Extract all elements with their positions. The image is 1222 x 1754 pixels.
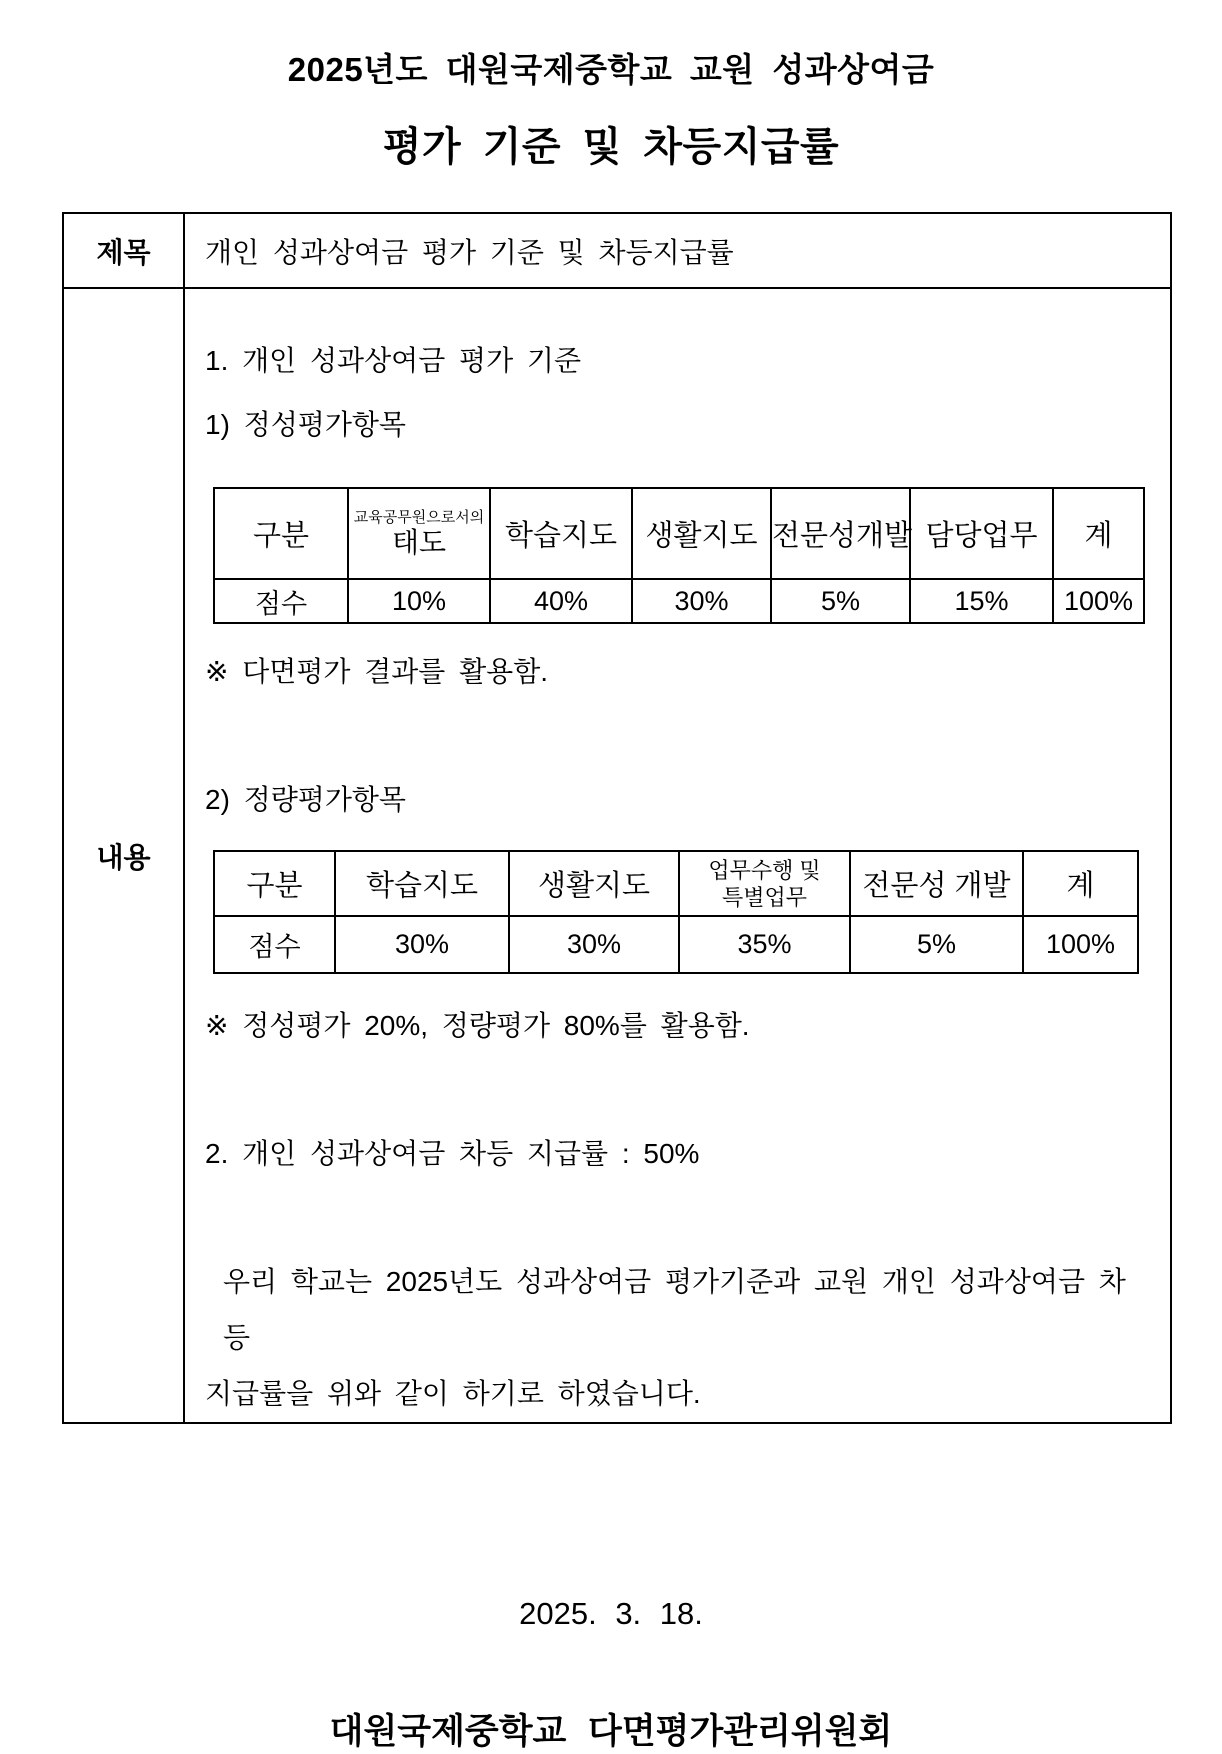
table-data-row: [214, 916, 1138, 973]
t1-value-attitude: 10%: [348, 579, 490, 623]
t1-header-attitude: [348, 488, 490, 579]
table-header-row: [214, 851, 1138, 916]
doc-title-line2: 평가 기준 및 차등지급률: [382, 125, 840, 169]
committee-signature: 대원국제중학교 다면평가관리위원회: [329, 1712, 893, 1751]
qualitative-evaluation-table: [213, 487, 1145, 624]
t1-header-professional: 전문성개발: [771, 488, 910, 579]
t1-header-attitude-small: 교육공무원으로서의: [353, 508, 485, 526]
t2-header-work-performance-line1: 업무수행 및: [708, 857, 821, 883]
t1-header-learning: 학습지도: [490, 488, 632, 579]
t1-value-assigned-duty: 15%: [910, 579, 1053, 623]
quantitative-evaluation-table: [213, 850, 1139, 974]
t2-row-label: 점수: [214, 916, 335, 973]
content-row-body: [184, 288, 1171, 1423]
t2-value-total: 100%: [1023, 916, 1138, 973]
t1-header-assigned-duty: 담당업무: [910, 488, 1053, 579]
t2-header-work-performance: [679, 851, 850, 916]
t2-value-work-performance: 35%: [679, 916, 850, 973]
table-data-row: [214, 579, 1144, 623]
table-header-row: [214, 488, 1144, 579]
note-weighting: ※ 정성평가 20%, 정량평가 80%를 활용함.: [205, 1010, 750, 1041]
t2-value-professional: 5%: [850, 916, 1023, 973]
closing-paragraph: [205, 1254, 1152, 1422]
t2-header-total: 계: [1023, 851, 1138, 916]
content-row-label: 내용: [63, 288, 184, 1423]
t2-value-learning: 30%: [335, 916, 509, 973]
t1-row-label: 점수: [214, 579, 348, 623]
document-outline-table: [62, 212, 1172, 1424]
t1-header-attitude-main: 태도: [391, 526, 447, 558]
section1-heading: 1. 개인 성과상여금 평가 기준: [205, 345, 581, 376]
t1-header-total: 계: [1053, 488, 1144, 579]
closing-line2: 지급률을 위와 같이 하기로 하였습니다.: [205, 1378, 701, 1409]
t2-header-life-guidance: 생활지도: [509, 851, 679, 916]
t1-value-professional: 5%: [771, 579, 910, 623]
t1-header-life-guidance: 생활지도: [632, 488, 771, 579]
t2-header-professional: 전문성 개발: [850, 851, 1023, 916]
subsection2-heading: 2) 정량평가항목: [205, 784, 406, 815]
subsection1-heading: 1) 정성평가항목: [205, 409, 406, 440]
t1-value-life-guidance: 30%: [632, 579, 771, 623]
subject-row-value: 개인 성과상여금 평가 기준 및 차등지급률: [184, 213, 1171, 288]
doc-title-line1: 2025년도 대원국제중학교 교원 성과상여금: [287, 51, 935, 88]
section2-heading: 2. 개인 성과상여금 차등 지급률 : 50%: [205, 1138, 700, 1169]
t2-header-work-performance-line2: 특별업무: [721, 884, 807, 910]
t2-header-gubun: 구분: [214, 851, 335, 916]
t2-header-learning: 학습지도: [335, 851, 509, 916]
closing-line1: 우리 학교는 2025년도 성과상여금 평가기준과 교원 개인 성과상여금 차등: [223, 1266, 1126, 1353]
t1-header-gubun: 구분: [214, 488, 348, 579]
table-row: [63, 288, 1171, 1423]
t2-value-life-guidance: 30%: [509, 916, 679, 973]
t1-value-total: 100%: [1053, 579, 1144, 623]
t1-value-learning: 40%: [490, 579, 632, 623]
document-date: 2025. 3. 18.: [519, 1596, 703, 1631]
note-multifaceted-evaluation: ※ 다면평가 결과를 활용함.: [205, 656, 549, 687]
subject-row-label: 제목: [63, 213, 184, 288]
table-row: [63, 213, 1171, 288]
